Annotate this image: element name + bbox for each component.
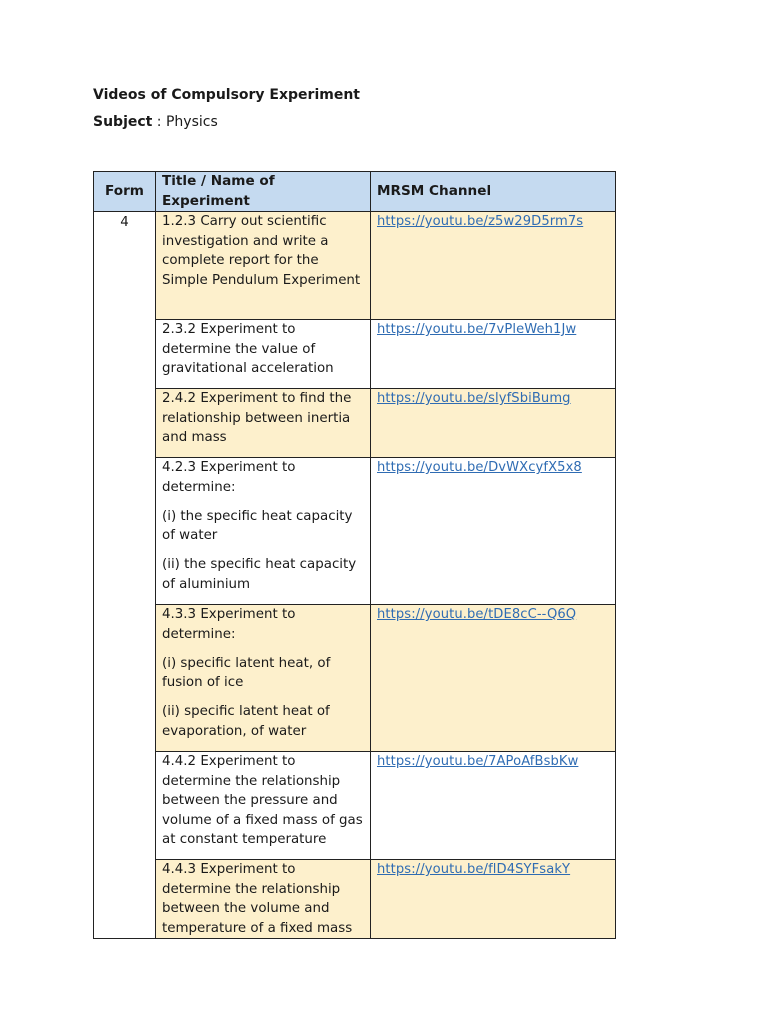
experiment-title [156, 752, 371, 860]
video-link[interactable]: https://youtu.be/DvWXcyfX5x8 [377, 460, 582, 475]
channel-cell [371, 752, 616, 860]
experiment-title [156, 212, 371, 320]
table-row [94, 605, 616, 752]
table-row [94, 389, 616, 458]
experiment-title [156, 860, 371, 939]
experiments-table [93, 171, 616, 939]
title-text: (ii) the specific heat capacity of aluminium [162, 557, 357, 592]
subject-line [93, 114, 218, 130]
channel-cell [371, 212, 616, 320]
title-text: 1.2.3 Carry out scientific investigation and write a complete report for the Simple Pendulum Experiment [162, 214, 361, 288]
table-header-row [94, 172, 616, 212]
video-link[interactable]: https://youtu.be/flD4SYFsakY [377, 862, 571, 877]
channel-cell [371, 860, 616, 939]
channel-cell [371, 320, 616, 389]
experiment-title [156, 605, 371, 752]
title-text: (i) the specific heat capacity of water [162, 508, 353, 543]
header-title: Title / Name of Experiment [156, 172, 371, 212]
video-link[interactable]: https://youtu.be/slyfSbiBumg [377, 391, 571, 406]
table-row [94, 752, 616, 860]
page-title: Videos of Compulsory Experiment [93, 87, 360, 103]
video-link[interactable]: https://youtu.be/7vPleWeh1Jw [377, 322, 577, 337]
experiment-title [156, 389, 371, 458]
title-text: (ii) specific latent heat of evaporation, of water [162, 704, 330, 739]
header-form: Form [94, 172, 156, 212]
title-text: 4.2.3 Experiment to determine: [162, 460, 296, 495]
video-link[interactable]: https://youtu.be/z5w29D5rm7s [377, 214, 584, 229]
channel-cell [371, 458, 616, 605]
channel-cell [371, 605, 616, 752]
header-channel: MRSM Channel [371, 172, 616, 212]
title-text: (i) specific latent heat, of fusion of ice [162, 655, 331, 690]
form-cell: 4 [94, 212, 156, 939]
experiment-title [156, 320, 371, 389]
video-link[interactable]: https://youtu.be/7APoAfBsbKw [377, 754, 579, 769]
subject-label: Subject [93, 114, 153, 130]
title-text: 2.3.2 Experiment to determine the value of gravitational acceleration [162, 322, 334, 376]
table-row [94, 458, 616, 605]
experiment-title [156, 458, 371, 605]
table-row [94, 860, 616, 939]
table-row [94, 212, 616, 320]
table-row [94, 320, 616, 389]
title-text: 4.4.2 Experiment to determine the relationship between the pressure and volume of a fixed mass of gas at constant temperature [162, 754, 363, 847]
title-text: 2.4.2 Experiment to find the relationship between inertia and mass [162, 391, 352, 445]
title-text: 4.4.3 Experiment to determine the relationship between the volume and temperature of a fixed mass [162, 862, 353, 936]
subject-separator: : [152, 114, 166, 130]
subject-value: Physics [165, 114, 218, 130]
video-link[interactable]: https://youtu.be/tDE8cC--Q6Q [377, 607, 577, 622]
title-text: 4.3.3 Experiment to determine: [162, 607, 296, 642]
channel-cell [371, 389, 616, 458]
